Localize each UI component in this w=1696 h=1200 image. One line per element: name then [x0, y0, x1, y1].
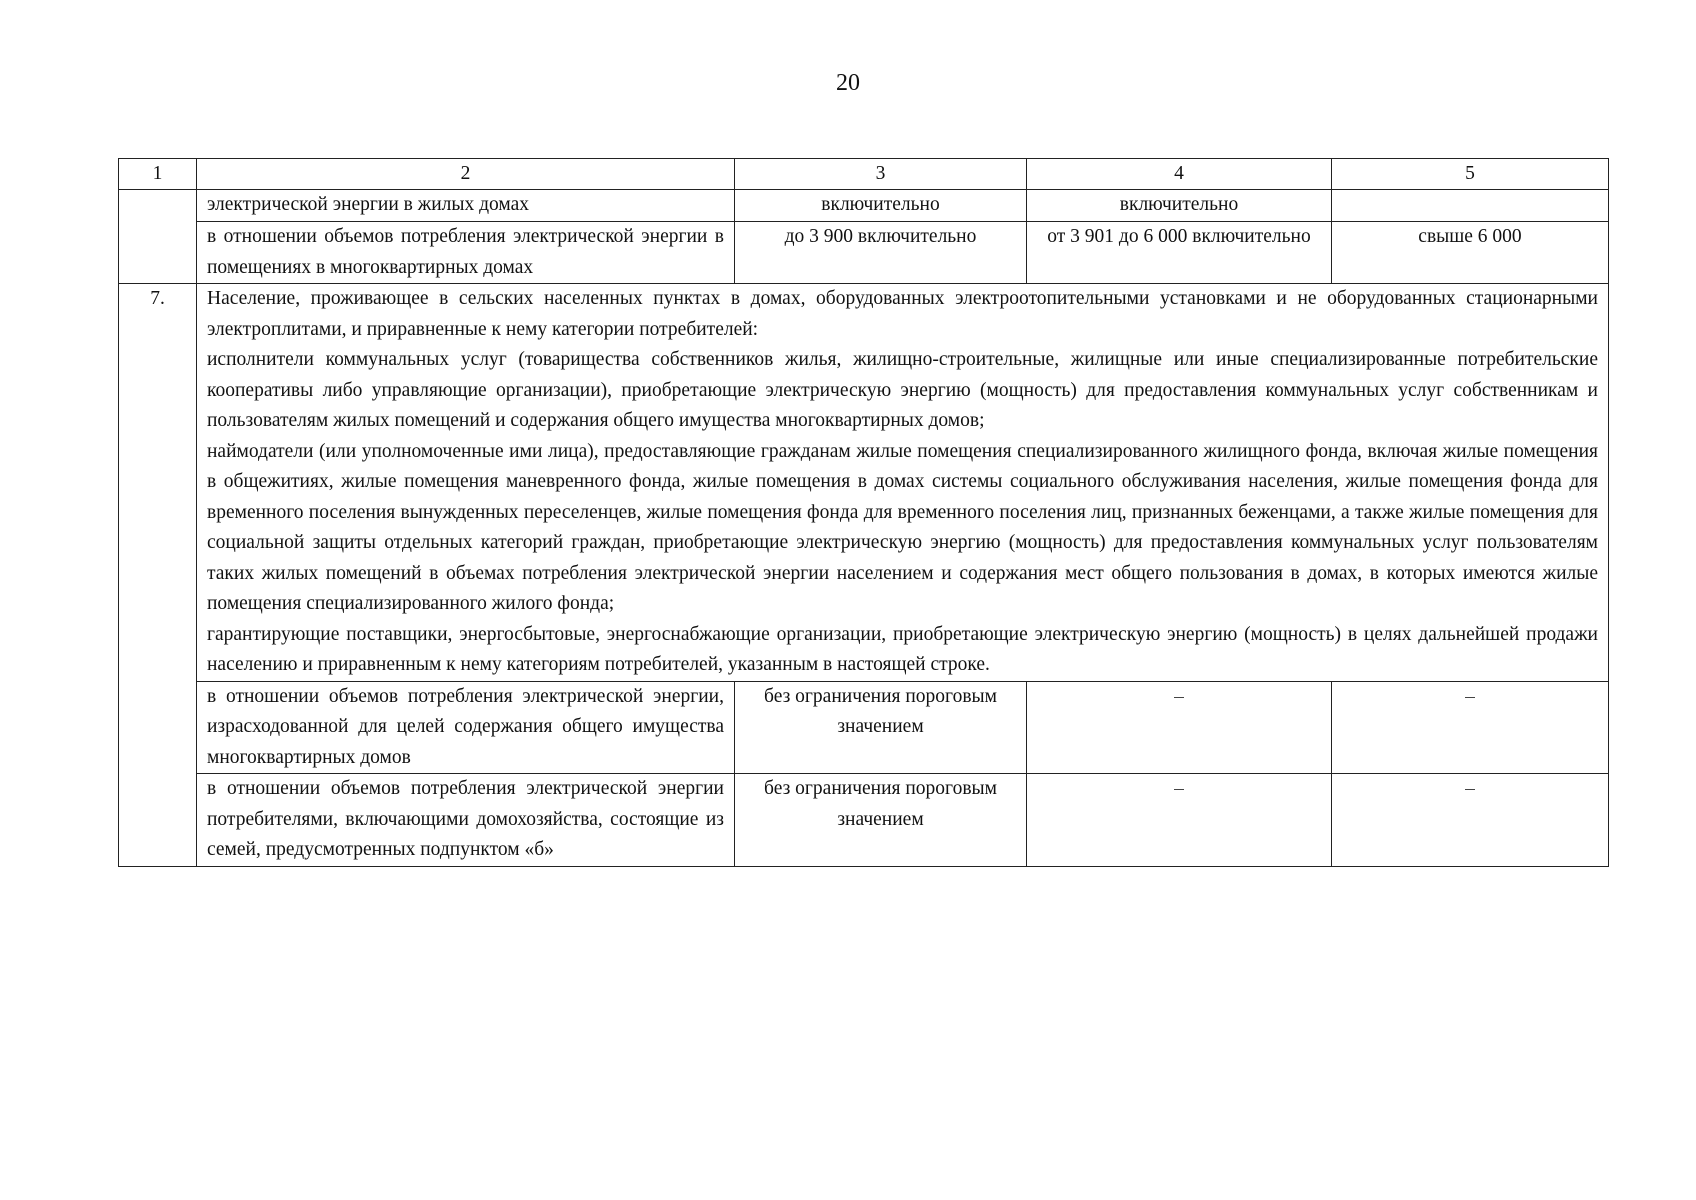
row-7-paragraph: исполнители коммунальных услуг (товарищества собственников жилья, жилищно-строительные, жилищные или иные специализированные потребительские кооперативы либо управляющие организации), приобретающие электрическую энергию (мощность) для предоставления коммунальных услуг собственникам и пользователям жилых помещений и содержания общего имущества многоквартирных домов; [207, 349, 1598, 431]
header-cell-2: 2 [197, 159, 735, 190]
row-7-paragraph: Население, проживающее в сельских населенных пунктах в домах, оборудованных электроотопительными установками и не оборудованных стационарными электроплитами, и приравненные к нему категории потребителей: [207, 288, 1598, 340]
table-header-row [119, 159, 1609, 190]
row-value-col4: – [1027, 774, 1332, 867]
table-row-7 [119, 284, 1609, 682]
row-value-col4: включительно [1027, 190, 1332, 222]
row-value-col5 [1332, 190, 1609, 222]
row-value-col3: до 3 900 включительно [735, 222, 1027, 284]
row-description: в отношении объемов потребления электрической энергии в помещениях в многоквартирных домах [197, 222, 735, 284]
table-row [119, 774, 1609, 867]
row-value-col5: – [1332, 774, 1609, 867]
row-value-col4: – [1027, 681, 1332, 774]
row-value-col5: – [1332, 681, 1609, 774]
row-description: в отношении объемов потребления электрической энергии потребителями, включающими домохозяйства, состоящие из семей, предусмотренных подпунктом «б» [197, 774, 735, 867]
row-value-col5: свыше 6 000 [1332, 222, 1609, 284]
row-value-col3: включительно [735, 190, 1027, 222]
row-value-col4: от 3 901 до 6 000 включительно [1027, 222, 1332, 284]
row-7-paragraph: наймодатели (или уполномоченные ими лица), предоставляющие гражданам жилые помещения специализированного жилищного фонда, включая жилые помещения в общежитиях, жилые помещения маневренного фонда, жилые помещения в домах системы социального обслуживания населения, жилые помещения фонда для временного поселения вынужденных переселенцев, жилые помещения фонда для временного поселения лиц, признанных беженцами, а также жилые помещения для социальной защиты отдельных категорий граждан, приобретающие электрическую энергию (мощность) для предоставления коммунальных услуг пользователям таких жилых помещений в объемах потребления электрической энергии населением и содержания мест общего пользования в домах, в которых имеются жилые помещения специализированного жилого фонда; [207, 440, 1598, 614]
table-row [119, 681, 1609, 774]
row-value-col3: без ограничения пороговым значением [735, 681, 1027, 774]
row-7-description [197, 284, 1609, 682]
header-cell-1: 1 [119, 159, 197, 190]
header-cell-4: 4 [1027, 159, 1332, 190]
row-description: электрической энергии в жилых домах [197, 190, 735, 222]
row-value-col3: без ограничения пороговым значением [735, 774, 1027, 867]
header-cell-3: 3 [735, 159, 1027, 190]
page-number: 20 [836, 70, 860, 96]
row-number-cell: 7. [119, 284, 197, 867]
row-7-paragraph: гарантирующие поставщики, энергосбытовые, энергоснабжающие организации, приобретающие электрическую энергию (мощность) в целях дальнейшей продажи населению и приравненным к нему категориям потребителей, указанным в настоящей строке. [207, 623, 1598, 675]
row-number-cell [119, 190, 197, 284]
row-description: в отношении объемов потребления электрической энергии, израсходованной для целей содержания общего имущества многоквартирных домов [197, 681, 735, 774]
table-row [119, 190, 1609, 222]
tariff-table [118, 158, 1609, 867]
header-cell-5: 5 [1332, 159, 1609, 190]
table-row [119, 222, 1609, 284]
